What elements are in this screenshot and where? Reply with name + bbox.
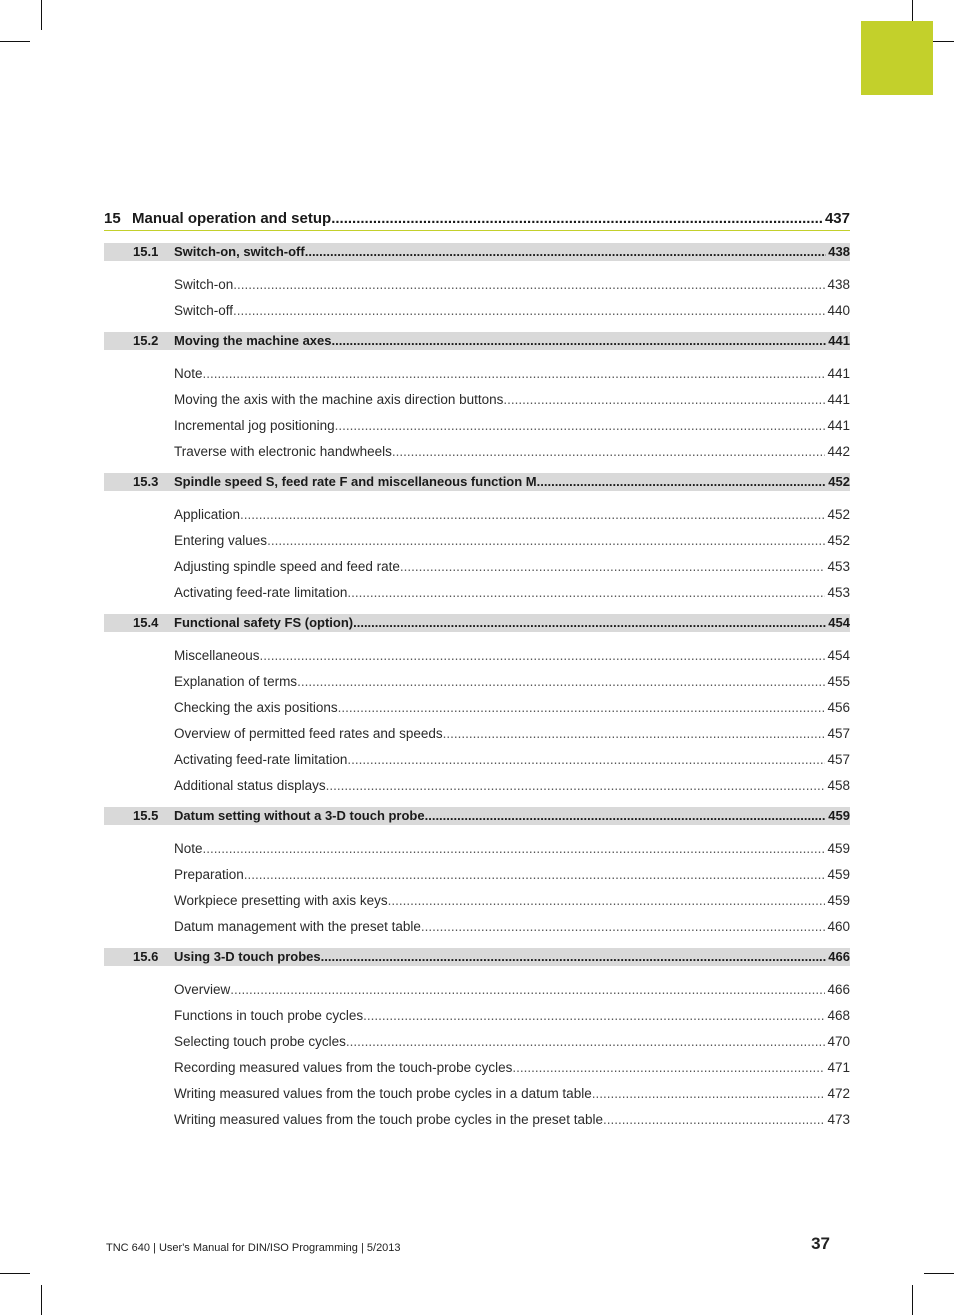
section-number: 15.3: [133, 474, 159, 489]
entry-title: Traverse with electronic handwheels: [174, 444, 392, 459]
entry-page: 471: [827, 1060, 850, 1075]
section-title: Using 3-D touch probes: [174, 949, 321, 964]
entry-title: Recording measured values from the touch-probe cycles: [174, 1060, 513, 1075]
entry-page: 459: [827, 867, 850, 882]
chapter-tab-marker: [861, 21, 933, 95]
entry-title: Note: [174, 366, 203, 381]
entry-title: Note: [174, 841, 203, 856]
entry-title: Moving the axis with the machine axis direction buttons: [174, 392, 504, 407]
toc-entry[interactable]: [104, 554, 850, 580]
leader-dots: [321, 948, 827, 966]
entry-page: 473: [827, 1112, 850, 1127]
toc-section-group: [104, 948, 850, 1133]
toc-section-group: [104, 243, 850, 324]
section-title: Moving the machine axes: [174, 333, 332, 348]
entry-title: Activating feed-rate limitation: [174, 752, 348, 767]
entry-page: 453: [827, 559, 850, 574]
section-page: 441: [828, 333, 850, 348]
entry-title: Writing measured values from the touch probe cycles in a datum table: [174, 1086, 592, 1101]
toc-entry[interactable]: [104, 643, 850, 669]
entry-title: Functions in touch probe cycles: [174, 1008, 364, 1023]
toc-section[interactable]: [104, 243, 850, 261]
entry-page: 459: [827, 893, 850, 908]
toc-entry[interactable]: [104, 977, 850, 1003]
leader-dots: [425, 807, 827, 825]
section-page: 454: [828, 615, 850, 630]
crop-mark: [0, 1273, 30, 1274]
leader-dots: [335, 413, 826, 439]
toc-entry[interactable]: [104, 721, 850, 747]
toc-entry[interactable]: [104, 747, 850, 773]
entry-title: Activating feed-rate limitation: [174, 585, 348, 600]
toc-section-group: [104, 473, 850, 606]
toc-chapter[interactable]: [104, 207, 850, 231]
entry-page: 452: [827, 533, 850, 548]
leader-dots: [443, 721, 826, 747]
toc-entry[interactable]: [104, 1029, 850, 1055]
toc-entry[interactable]: [104, 580, 850, 606]
toc-section-group: [104, 807, 850, 940]
entry-title: Switch-off: [174, 303, 234, 318]
entry-page: 455: [827, 674, 850, 689]
section-page: 459: [828, 808, 850, 823]
crop-mark: [0, 41, 30, 42]
section-title: Switch-on, switch-off: [174, 244, 305, 259]
leader-dots: [503, 387, 825, 413]
toc-entry[interactable]: [104, 361, 850, 387]
toc-entry[interactable]: [104, 439, 850, 465]
toc-entry[interactable]: [104, 413, 850, 439]
toc-sections: [104, 243, 850, 1133]
leader-dots: [347, 580, 825, 606]
leader-dots: [233, 298, 825, 324]
leader-dots: [346, 1029, 826, 1055]
toc-section[interactable]: [104, 948, 850, 966]
section-page: 466: [828, 949, 850, 964]
leader-dots: [388, 888, 826, 914]
leader-dots: [203, 836, 826, 862]
section-number: 15.6: [133, 949, 159, 964]
crop-mark: [924, 1273, 954, 1274]
entry-page: 440: [827, 303, 850, 318]
entry-title: Miscellaneous: [174, 648, 260, 663]
entry-title: Entering values: [174, 533, 268, 548]
entry-title: Selecting touch probe cycles: [174, 1034, 346, 1049]
leader-dots: [230, 977, 825, 1003]
toc-entry[interactable]: [104, 836, 850, 862]
leader-dots: [305, 243, 827, 261]
entry-page: 454: [827, 648, 850, 663]
toc-entry[interactable]: [104, 502, 850, 528]
section-number: 15.2: [133, 333, 159, 348]
entry-title: Additional status displays: [174, 778, 326, 793]
leader-dots: [326, 773, 826, 799]
entry-page: 460: [827, 919, 850, 934]
entry-page: 438: [827, 277, 850, 292]
crop-mark: [41, 0, 42, 30]
entry-title: Writing measured values from the touch probe cycles in the preset table: [174, 1112, 603, 1127]
leader-dots: [592, 1081, 826, 1107]
section-page: 438: [828, 244, 850, 259]
crop-mark: [912, 1285, 913, 1315]
leader-dots: [331, 207, 823, 231]
toc-entry[interactable]: [104, 387, 850, 413]
leader-dots: [297, 669, 825, 695]
footer-text: TNC 640 | User's Manual for DIN/ISO Programming | 5/2013: [106, 1242, 401, 1254]
entry-title: Workpiece presetting with axis keys: [174, 893, 388, 908]
entry-page: 442: [827, 444, 850, 459]
toc-entry[interactable]: [104, 1081, 850, 1107]
leader-dots: [233, 272, 825, 298]
leader-dots: [421, 914, 826, 940]
section-title: Spindle speed S, feed rate F and miscellaneous function M: [174, 474, 537, 489]
leader-dots: [203, 361, 826, 387]
entry-page: 466: [827, 982, 850, 997]
toc-entry[interactable]: [104, 1003, 850, 1029]
entry-title: Preparation: [174, 867, 244, 882]
entry-page: 441: [827, 366, 850, 381]
entry-title: Datum management with the preset table: [174, 919, 421, 934]
toc-entry[interactable]: [104, 1107, 850, 1133]
page-number: 37: [811, 1234, 830, 1253]
toc-entry[interactable]: [104, 272, 850, 298]
leader-dots: [240, 502, 825, 528]
leader-dots: [347, 747, 825, 773]
leader-dots: [537, 473, 827, 491]
toc-entry[interactable]: [104, 528, 850, 554]
section-number: 15.5: [133, 808, 159, 823]
toc-entry[interactable]: [104, 695, 850, 721]
entry-page: 452: [827, 507, 850, 522]
entry-page: 457: [827, 726, 850, 741]
toc-entry[interactable]: [104, 914, 850, 940]
toc-entry[interactable]: [104, 1055, 850, 1081]
toc-entry[interactable]: [104, 669, 850, 695]
chapter-title: Manual operation and setup: [132, 210, 332, 227]
entry-title: Explanation of terms: [174, 674, 298, 689]
entry-page: 456: [827, 700, 850, 715]
entry-page: 457: [827, 752, 850, 767]
toc-section-group: [104, 614, 850, 799]
entry-page: 453: [827, 585, 850, 600]
leader-dots: [353, 614, 826, 632]
toc-section-group: [104, 332, 850, 465]
toc-entry[interactable]: [104, 862, 850, 888]
leader-dots: [260, 643, 826, 669]
toc-entry[interactable]: [104, 888, 850, 914]
entry-title: Adjusting spindle speed and feed rate: [174, 559, 400, 574]
leader-dots: [332, 332, 827, 350]
section-title: Datum setting without a 3-D touch probe: [174, 808, 425, 823]
entry-page: 458: [827, 778, 850, 793]
toc-section[interactable]: [104, 807, 850, 825]
toc-section[interactable]: [104, 332, 850, 350]
leader-dots: [338, 695, 826, 721]
entry-title: Overview of permitted feed rates and speeds: [174, 726, 443, 741]
entry-title: Incremental jog positioning: [174, 418, 335, 433]
toc-entry[interactable]: [104, 298, 850, 324]
toc-section[interactable]: [104, 473, 850, 491]
toc-entry[interactable]: [104, 773, 850, 799]
entry-page: 441: [827, 418, 850, 433]
entry-page: 470: [827, 1034, 850, 1049]
chapter-number: 15: [104, 210, 121, 227]
section-title: Functional safety FS (option): [174, 615, 354, 630]
entry-page: 459: [827, 841, 850, 856]
entry-title: Overview: [174, 982, 231, 997]
section-number: 15.1: [133, 244, 159, 259]
leader-dots: [400, 554, 826, 580]
entry-page: 468: [827, 1008, 850, 1023]
entry-page: 441: [827, 392, 850, 407]
leader-dots: [267, 528, 825, 554]
toc-section[interactable]: [104, 614, 850, 632]
entry-title: Switch-on: [174, 277, 234, 292]
leader-dots: [363, 1003, 825, 1029]
leader-dots: [392, 439, 826, 465]
entry-title: Application: [174, 507, 241, 522]
entry-title: Checking the axis positions: [174, 700, 338, 715]
leader-dots: [512, 1055, 825, 1081]
leader-dots: [603, 1107, 826, 1133]
entry-page: 472: [827, 1086, 850, 1101]
section-number: 15.4: [133, 615, 159, 630]
crop-mark: [41, 1285, 42, 1315]
leader-dots: [244, 862, 826, 888]
chapter-page: 437: [824, 210, 850, 227]
section-page: 452: [828, 474, 850, 489]
table-of-contents: [104, 207, 850, 1141]
